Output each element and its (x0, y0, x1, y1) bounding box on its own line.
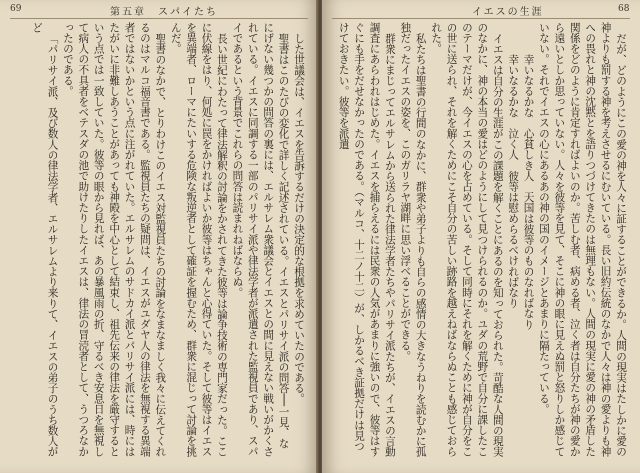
right-paragraph-2: イエスは自分の生涯がこの課題を解くことにあるのを知っておられた。苛酷な人間の現実のなかに、神の本当の愛はどのようにして見つけられるのか。ユダの荒野で自分に課したこのテーマだけが、今イエスの心を占めている。そして同時にそれを解くために神が自分をこの世に送られ、それを解くためにこそ自分の苦しい跡路を越えねばならぬことも感じておられた。 (430, 22, 504, 457)
left-quote-line: 「パリサイ派、及び数人の律法学者、エルサレムより来りて、イエスの弟子のうち数人がど (31, 22, 59, 457)
left-head-rule (10, 18, 308, 19)
right-page-number: 68 (618, 4, 630, 14)
left-paragraph-4: 聖書のなかで、とりわけこのイエス対監視員たちの討論をなまなましく我々に伝えてくれるのはマルコ福音書である。監視員たちの疑問は、イエスがユダヤ人の律法を無視する異端者ではないかという点に注がれていた。エルサレムのサドカイ派とパリサイ派には、時にはたがいに非難しあうことがあっても神殿を中心として結束し、祖先伝来の律法を厳守するという点では一致していた。彼等の眼から見れば、あの暴風雨の折、守るべき安息日を無視して病人の不具者をベテスダの池で助けたりしたイエスは、律法の冒涜者として、うつろなかったのである。 (61, 22, 167, 457)
right-paragraph-3: 私たちは聖書の行間のなかに、群衆や弟子よりも自らの感情の大きなうねりを読むかに孤独だったイエスの姿を、このガリラヤ湖畔に思い浮べることができる。 (399, 22, 427, 457)
left-paragraph-2: 聖書はこのたびの変化で詳しく記述されている。イエスとパリサイ派の問答──一見、なにげない幾つかの問答の裏には、エルサレム衆議会とイエスとの間に見えない戦いがかくされている。イエスに同調する一部のパリサイ派や律法学者が派遣された監視員であり、スパイであるという背景でこれらの問答は読まれねばならぬ。 (231, 22, 290, 457)
left-running-head: 第五章 スパイたち (110, 7, 218, 18)
left-page (0, 0, 318, 473)
left-page-number: 69 (10, 4, 22, 14)
left-paragraph-1: した世議会は、イエスを告訴するだけの決定的な根拠を求めていたのである。 (293, 32, 305, 404)
right-page (322, 0, 640, 473)
right-page-body (332, 22, 628, 458)
right-running-head: イエスの生涯 (472, 7, 544, 18)
right-paragraph-4: 群衆にまじってエルサレムから送られた律法学者たちやパリサイ派たちが、イエスの言動調査にあらわれはじめた。イエスを捕らえるには民衆の人気があまりに強いので、彼等はすぐにも手をだせなかったのである。（マルコ、十二ノ十二）が、しかるべき証拠だけは見つけておきたい。彼等を派遣 (337, 22, 396, 457)
left-page-body (14, 22, 306, 458)
left-paragraph-3: 長い世紀にわたって律法解釈の討論をかされてきた彼等は論争技術の専門家だった。ここに伏線をはり、何処に罠をかければよいか彼等はちゃんと心得ていた。そして彼等はイエスを異端者、ローマにたいする危険な叛逆者として確証を握むため、群衆に混じって討論を挑んだ。 (169, 22, 228, 457)
right-paragraph-1: だが、どのようにこの愛の神を人々に証することができるか。人間の現実はたしかに愛の神よりも罰する神を考えさせるにむいている。長い旧約伝統のなかで人々は神の愛よりも神への畏れと神の沈黙とを語りつづけてきたのは無理もない。人間の現実に愛の神の矛盾した関係をどのように肯定すればよいのか。苦しむ者、病める者、泣く者は自分たちが神の愛から遠いとしか思っていない。人々を彼等を見て、そこに神の眼に見えぬ罰と怒りしか感じていない。それでイエスの心にあるあの神の国のイメージとあまりに隔たっている。 (537, 22, 627, 457)
beatitude-2: 幸いなるかな 泣く人 彼等は慰めらるべければなり (507, 53, 520, 309)
beatitude-1: 幸いなるかな 心貧しき人 天国は彼等のものなればなり (522, 53, 535, 330)
right-head-rule (332, 18, 630, 19)
